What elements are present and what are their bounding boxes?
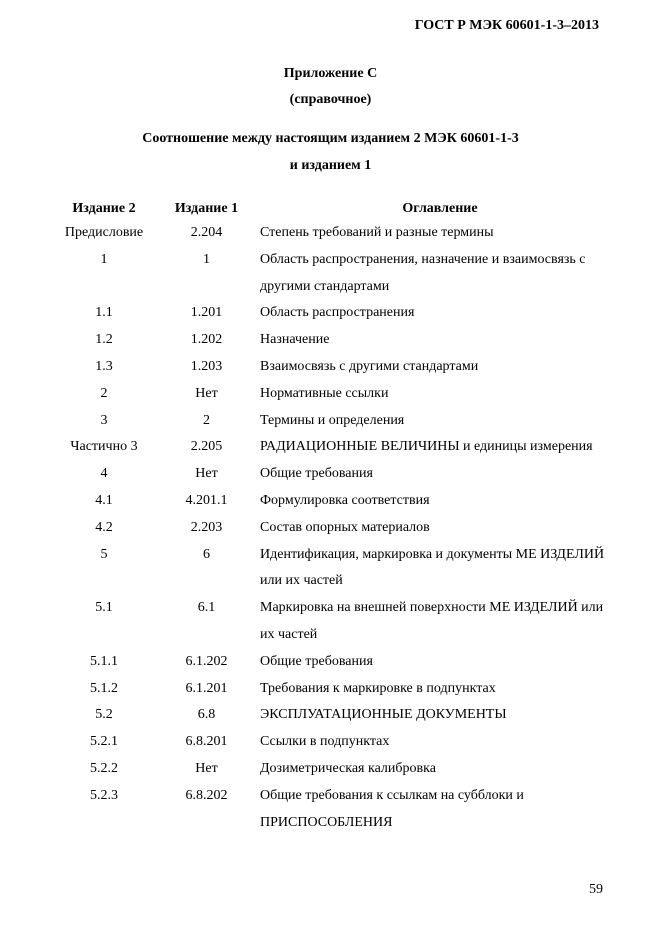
- table-row: [49, 595, 620, 649]
- contents-cell: Требования к маркировке в подпунктах: [260, 680, 496, 696]
- edition2-cell: 5.2.2: [90, 760, 118, 776]
- edition2-cell: 5.1: [95, 600, 113, 616]
- edition2-cell: Предисловие: [64, 225, 144, 240]
- edition1-cell: Нет: [195, 466, 218, 482]
- contents-cell: Область распространения: [260, 305, 415, 321]
- edition1-cell: 6.8: [197, 707, 216, 723]
- edition2-cell: 5.2.3: [90, 787, 118, 803]
- table-row: [49, 247, 620, 301]
- edition2-cell: 4: [100, 466, 108, 482]
- edition1-cell: 1.202: [190, 332, 223, 348]
- edition2-cell: 4.2: [95, 519, 113, 535]
- table-row: [49, 783, 620, 837]
- contents-cell: Степень требований и разные термины: [260, 225, 494, 240]
- table-row: [49, 408, 620, 435]
- table-row: [49, 327, 620, 354]
- edition1-cell: 1: [203, 251, 210, 267]
- column-header-edition2: Издание 2: [72, 201, 136, 216]
- table-row: [49, 515, 620, 542]
- table-caption-line1: Соотношение между настоящим изданием 2 МЭК 60601-1-3: [142, 131, 519, 146]
- edition2-cell: 5.1.2: [90, 680, 118, 696]
- edition1-cell: 6.8.202: [185, 787, 228, 803]
- table-row: [49, 676, 620, 703]
- edition1-cell: 2.204: [190, 225, 223, 240]
- contents-cell: Термины и определения: [260, 412, 405, 428]
- table-row: [49, 649, 620, 676]
- table-row: [49, 461, 620, 488]
- table-row: [49, 729, 620, 756]
- edition1-cell: 6.1: [197, 600, 216, 616]
- contents-cell: РАДИАЦИОННЫЕ ВЕЛИЧИНЫ и единицы измерения: [260, 439, 593, 455]
- table-caption-line2: и изданием 1: [289, 158, 372, 173]
- contents-cell: Взаимосвязь с другими стандартами: [260, 358, 479, 374]
- edition2-cell: 2: [100, 385, 108, 401]
- contents-cell: Общие требования к ссылкам на субблоки и ПРИСПОСОБЛЕНИЯ: [260, 787, 524, 830]
- edition2-cell: 1.2: [95, 332, 113, 348]
- contents-cell: Общие требования: [260, 653, 373, 669]
- edition1-cell: 6.1.201: [185, 680, 228, 696]
- edition2-cell: 1.3: [95, 358, 113, 374]
- contents-cell: Состав опорных материалов: [260, 519, 430, 535]
- appendix-kind: (справочное): [289, 92, 372, 107]
- table-row: [49, 702, 620, 729]
- table-row: [49, 300, 620, 327]
- edition1-cell: Нет: [195, 760, 218, 776]
- correspondence-table: [49, 198, 620, 836]
- table-row: [49, 381, 620, 408]
- edition2-cell: 5: [100, 546, 108, 562]
- edition2-cell: 5.1.1: [90, 653, 118, 669]
- edition1-cell: 6.8.201: [185, 734, 228, 750]
- edition2-cell: 5.2.1: [90, 734, 118, 750]
- edition1-cell: 4.201.1: [185, 492, 228, 508]
- edition2-cell: 4.1: [95, 492, 113, 508]
- contents-cell: Маркировка на внешней поверхности МЕ ИЗДЕЛИЙ или их частей: [260, 600, 604, 642]
- edition1-cell: 6.1.202: [185, 653, 228, 669]
- edition2-cell: 5.2: [95, 707, 113, 723]
- edition1-cell: 2: [203, 412, 210, 428]
- table-row: [49, 488, 620, 515]
- contents-cell: Дозиметрическая калибровка: [260, 760, 436, 776]
- column-header-contents: Оглавление: [402, 201, 478, 216]
- page-number: 59: [589, 882, 603, 897]
- contents-cell: Назначение: [260, 332, 330, 348]
- column-header-edition1: Издание 1: [174, 201, 239, 216]
- edition1-cell: 1.201: [190, 305, 223, 321]
- table-row: [49, 354, 620, 381]
- edition1-cell: 1.203: [190, 358, 223, 374]
- table-header-row: [49, 198, 620, 220]
- contents-cell: Область распространения, назначение и взаимосвязь с другими стандартами: [260, 251, 586, 294]
- contents-cell: ЭКСПЛУАТАЦИОННЫЕ ДОКУМЕНТЫ: [260, 707, 507, 723]
- edition2-cell: Частично 3: [70, 439, 138, 455]
- contents-cell: Ссылки в подпунктах: [260, 734, 390, 750]
- edition1-cell: 2.203: [190, 519, 223, 535]
- edition2-cell: 3: [100, 412, 108, 428]
- edition2-cell: 1: [100, 251, 108, 267]
- contents-cell: Идентификация, маркировка и документы МЕ ИЗДЕЛИЙ или их частей: [260, 546, 605, 589]
- edition1-cell: 2.205: [190, 439, 223, 455]
- edition1-cell: 6: [203, 546, 210, 562]
- standard-header: ГОСТ Р МЭК 60601-1-3–2013: [414, 18, 599, 33]
- table-row: [49, 542, 620, 596]
- table-row: [49, 756, 620, 783]
- edition2-cell: 1.1: [95, 305, 113, 321]
- table-row: [49, 434, 620, 461]
- contents-cell: Формулировка соответствия: [260, 492, 430, 508]
- contents-cell: Нормативные ссылки: [260, 385, 389, 401]
- edition1-cell: Нет: [195, 385, 218, 401]
- contents-cell: Общие требования: [260, 466, 373, 482]
- table-row: [49, 220, 620, 247]
- appendix-title: Приложение С: [283, 66, 378, 81]
